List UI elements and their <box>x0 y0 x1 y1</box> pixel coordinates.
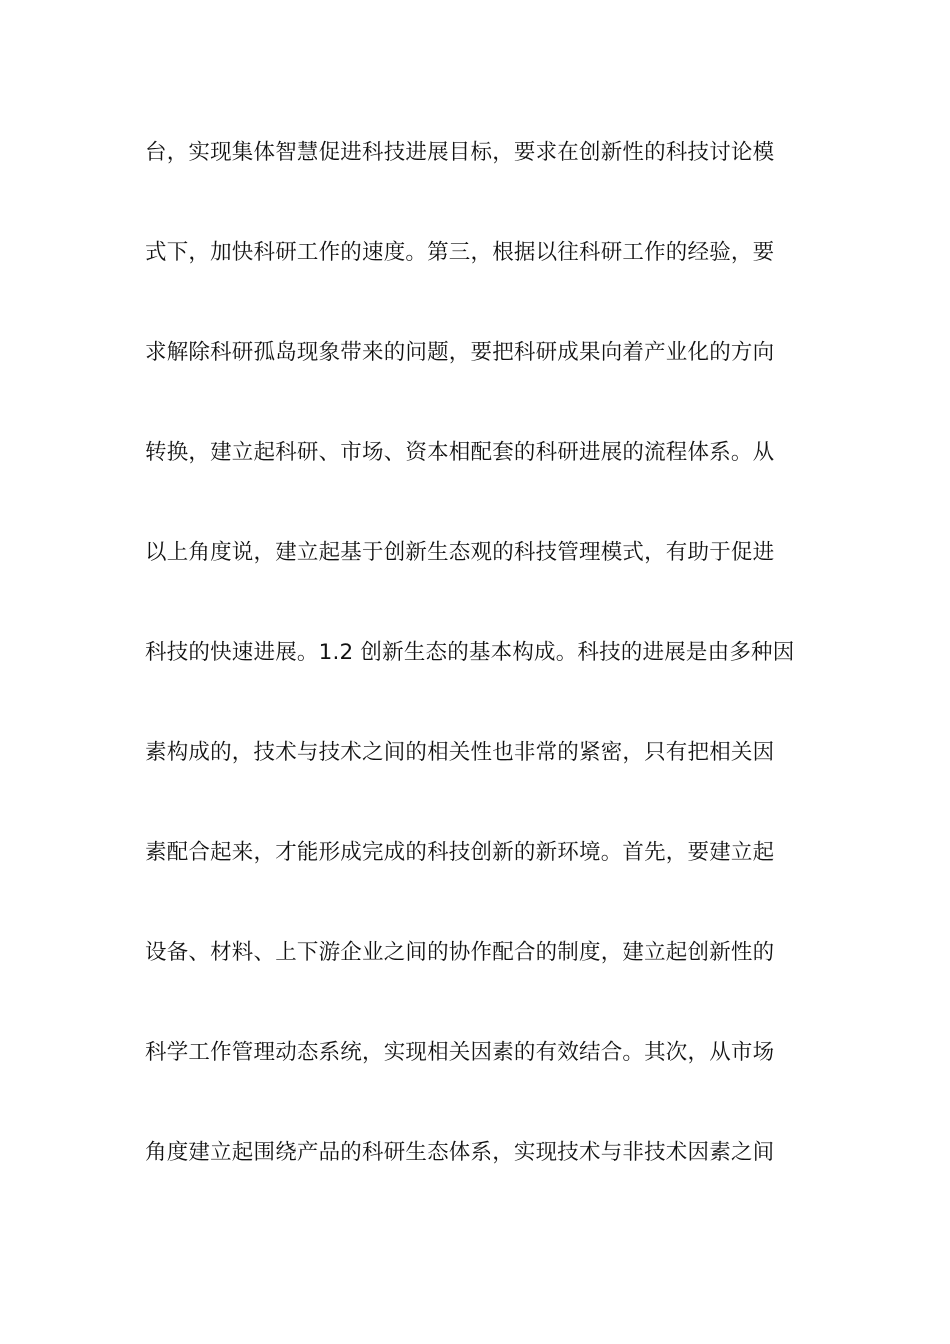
text-line-5: 以上角度说，建立起基于创新生态观的科技管理模式，有助于促进 <box>145 540 775 565</box>
body-text <box>145 127 807 1227</box>
text-line-3: 求解除科研孤岛现象带来的问题，要把科研成果向着产业化的方向 <box>145 340 775 365</box>
text-line-2: 式下，加快科研工作的速度。第三，根据以往科研工作的经验，要 <box>145 240 775 265</box>
text-line-11: 角度建立起围绕产品的科研生态体系，实现技术与非技术因素之间 <box>145 1140 775 1165</box>
text-line-4: 转换，建立起科研、市场、资本相配套的科研进展的流程体系。从 <box>145 440 775 465</box>
text-line-7: 素构成的，技术与技术之间的相关性也非常的紧密，只有把相关因 <box>145 740 775 765</box>
text-line-10: 科学工作管理动态系统，实现相关因素的有效结合。其次，从市场 <box>145 1040 775 1065</box>
text-line-6: 科技的快速进展。1.2 创新生态的基本构成。科技的进展是由多种因 <box>145 640 795 665</box>
text-line-1: 台，实现集体智慧促进科技进展目标，要求在创新性的科技讨论模 <box>145 140 775 165</box>
text-line-8: 素配合起来，才能形成完成的科技创新的新环境。首先，要建立起 <box>145 840 775 865</box>
text-line-9: 设备、材料、上下游企业之间的协作配合的制度，建立起创新性的 <box>145 940 775 965</box>
